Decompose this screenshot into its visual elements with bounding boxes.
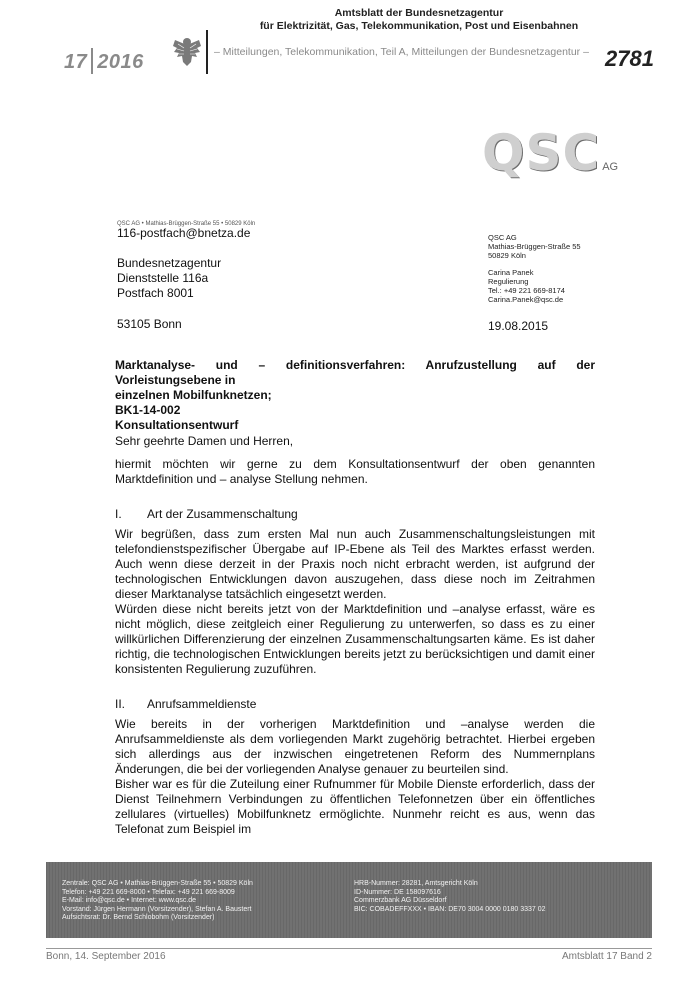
page-footer-volume: Amtsblatt 17 Band 2 (561, 951, 652, 962)
recipient-line: 116-postfach@bnetza.de (117, 226, 251, 240)
subject-line: einzelnen Mobilfunknetzen; (115, 388, 272, 402)
sender-line: QSC AG (488, 233, 517, 242)
footer-line: BIC: COBADEFFXXX • IBAN: DE70 3004 0000 0180 3337 02 (354, 905, 546, 913)
gazette-title-line2: für Elektrizität, Gas, Telekommunikation, Post und Eisenbahnen (259, 20, 579, 32)
letter-subject (115, 358, 595, 433)
recipient-line: Bundesnetzagentur (117, 256, 222, 270)
footer-line: Zentrale: QSC AG • Mathias-Brüggen-Straße 55 • 50829 Köln (62, 880, 253, 887)
footer-line: Aufsichtsrat: Dr. Bernd Schlobohm (Vorsitzender) (62, 914, 215, 921)
issue-number (64, 48, 144, 74)
issue-separator (91, 48, 93, 74)
footer-line: Vorstand: Jürgen Hermann (Vorsitzender), Stefan A. Baustert (62, 905, 252, 913)
gazette-subtitle: – Mitteilungen, Telekommunikation, Teil A, Mitteilungen der Bundesnetzagentur – (214, 46, 589, 58)
letter-footer-bar (46, 862, 652, 938)
subject-line: BK1-14-002 (115, 403, 181, 417)
footer-line: E-Mail: info@qsc.de • Internet: www.qsc.de (62, 897, 197, 904)
logo-suffix: AG (602, 161, 619, 173)
gazette-title (214, 7, 624, 33)
federal-eagle-icon (172, 34, 202, 68)
intro-paragraph: hiermit möchten wir gerne zu dem Konsultationsentwurf der oben genannten Marktdefinition und – analyse Stellung nehmen. (115, 457, 595, 486)
contact-line: Tel.: +49 221 669-8174 (488, 286, 565, 295)
sender-line: 50829 Köln (488, 251, 526, 260)
page-footer-rule (46, 948, 652, 949)
gazette-title-line1: Amtsblatt der Bundesnetzagentur (334, 7, 504, 19)
section-number: I. (115, 507, 122, 521)
section-heading-1 (115, 507, 298, 521)
section-number: II. (115, 697, 126, 711)
sender-line: Mathias-Brüggen-Straße 55 (488, 242, 581, 251)
letter-date: 19.08.2015 (488, 319, 549, 333)
salutation: Sehr geehrte Damen und Herren, (115, 434, 294, 448)
footer-line: Commerzbank AG Düsseldorf (354, 897, 447, 904)
logo-text: QSC (482, 124, 601, 182)
footer-line: ID-Nummer: DE 158097616 (354, 888, 441, 896)
footer-line: HRB-Nummer: 28281, Amtsgericht Köln (354, 880, 478, 887)
section2-paragraph-1: Wie bereits in der vorherigen Marktdefinition und –analyse werden die Anrufsammeldienste als dem vorliegenden Markt zugehörig betrachtet. Hierbei ergeben sich allerdings aus der inzwischen eingetretenen Reform des Nummernplans Änderungen, die bei der vorliegenden Analyse genauer zu beurteilen sind. (115, 717, 595, 776)
section-title: Anrufsammeldienste (147, 697, 257, 711)
contact-block (488, 268, 565, 304)
section-heading-2 (115, 697, 256, 711)
contact-line: Carina Panek (488, 268, 534, 277)
recipient-line: Postfach 8001 (117, 286, 194, 300)
page-number: 2781 (605, 46, 654, 71)
issue-year: 2016 (97, 51, 144, 73)
section1-paragraph-2: Würden diese nicht bereits jetzt von der Marktdefinition und –analyse erfasst, wäre es nicht möglich, diese zeitgleich einer Regulierung zu unterwerfen, so dass es zu einer willkürlichen Differenzierung der einzelnen Zusammenschaltungsarten käme. Es ist daher richtig, die technologischen Entwicklungen bereits jetzt zu berücksichtigen und damit einer konsistenten Regulierung zuzuführen. (115, 602, 595, 676)
company-logo (482, 124, 618, 182)
page-footer-date: Bonn, 14. September 2016 (46, 951, 166, 962)
return-address: QSC AG • Mathias-Brüggen-Straße 55 • 50829 Köln (117, 221, 256, 227)
recipient-spacer (117, 241, 250, 256)
section-title: Art der Zusammenschaltung (147, 507, 298, 521)
recipient-city: 53105 Bonn (117, 317, 182, 331)
contact-line: Regulierung (488, 277, 529, 286)
subject-line: Marktanalyse- und – definitionsverfahren: Anrufzustellung auf der Vorleistungsebene in (115, 358, 595, 387)
contact-line: Carina.Panek@qsc.de (488, 295, 564, 304)
footer-left-column (62, 880, 253, 923)
footer-line: Telefon: +49 221 669-8000 • Telefax: +49 221 669-8009 (62, 888, 235, 896)
recipient-address (117, 226, 250, 301)
header-divider (206, 30, 208, 74)
issue-no: 17 (64, 51, 88, 73)
section2-paragraph-2: Bisher war es für die Zuteilung einer Rufnummer für Mobile Dienste erforderlich, dass der Dienst Teilnehmern Verbindungen zu öffentlichen Telefonnetzen über ein öffentliches zellulares (virtuelles) Mobilfunknetz ermöglichte. Nunmehr reicht es aus, wenn das Telefonat zum Beispiel im (115, 777, 595, 836)
subject-line: Konsultationsentwurf (115, 418, 239, 432)
recipient-line: Dienststelle 116a (117, 271, 209, 285)
section1-paragraph-1: Wir begrüßen, dass zum ersten Mal nun auch Zusammenschaltungsleistungen mit telefondienstspezifischer Übergabe auf IP-Ebene als Teil des Marktes erfasst werden. Auch wenn diese derzeit in der Praxis noch nicht erbracht werden, ist aufgrund der technologischen Entwicklungen davon auszugehen, dass diese noch im Zeitrahmen dieser Marktanalyse tatsächlich eingesetzt werden. (115, 527, 595, 601)
sender-block (488, 233, 581, 260)
footer-right-column (354, 880, 546, 914)
